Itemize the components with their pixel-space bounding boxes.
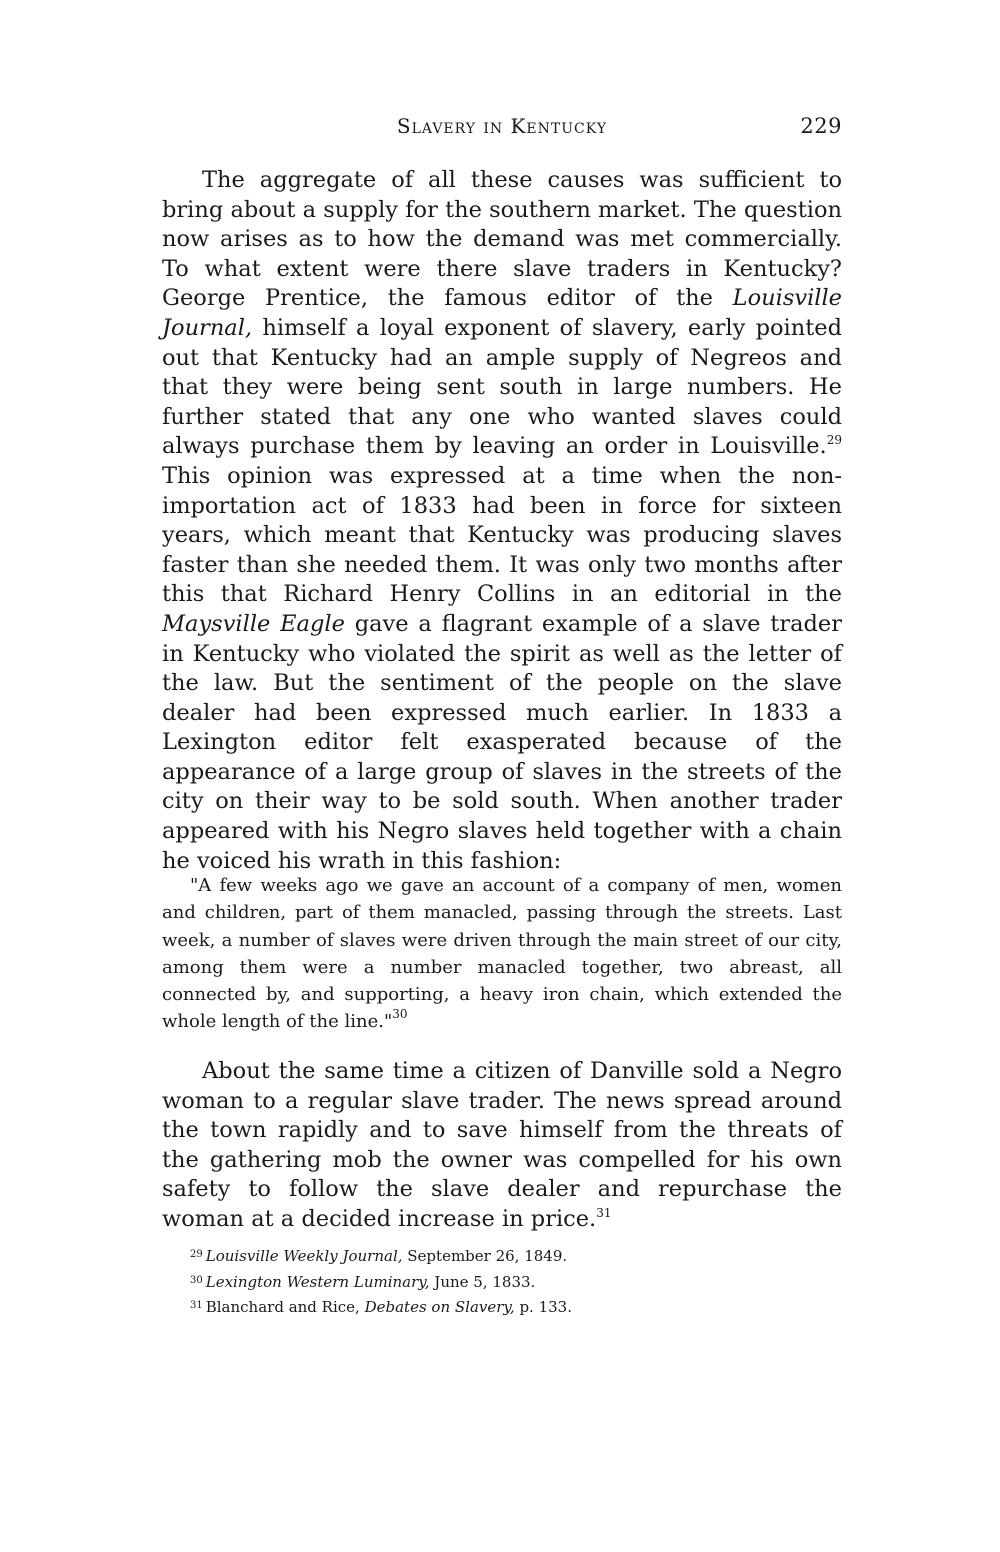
footnote-reference: 29 (826, 433, 842, 448)
paragraph-text: gave a flagrant example of a slave trader in Kentucky who violated the spirit as well as the letter of the law. But the sentiment of the people on the slave dealer had been expressed much earlier. In 1833 a Lexington editor felt exasperated because of the appearance of a large group of slaves in the streets of the city on their way to be sold south. When another trader appeared with his Negro slaves held together with a chain he voiced his wrath in this fashion: (162, 610, 842, 874)
footnote (190, 1269, 830, 1295)
footnote-number: 30 (190, 1274, 203, 1286)
block-quote (162, 872, 842, 1036)
footnote-detail: p. 133. (514, 1298, 572, 1316)
footnote-detail: September 26, 1849. (402, 1247, 568, 1265)
footnote-number: 31 (190, 1300, 203, 1311)
paragraph-text: himself a loyal exponent of slavery, early pointed out that Kentucky had an ample supply of Negreos and that they were being sent south in large numbers. He further stated that any one who wanted slaves could always purchase them by leaving an order in Louisville. (162, 314, 842, 460)
footnote-authors: Blanchard and Rice, (205, 1298, 365, 1316)
paragraph-text: This opinion was expressed at a time when the non-importation act of 1833 had been in force for sixteen years, which meant that Kentucky was producing slaves faster than she needed them. It was only two months after this that Richard Henry Collins in an editorial in the (162, 462, 842, 608)
page-number: 229 (800, 114, 842, 138)
newspaper-title: Louisville Journal, (162, 285, 842, 341)
footnote (190, 1243, 830, 1269)
running-head (162, 114, 842, 144)
footnote-reference: 31 (596, 1205, 612, 1220)
footnote-source: Lexington Western Luminary, (205, 1272, 430, 1291)
footnote-reference: 30 (392, 1007, 408, 1022)
paragraph-text: About the same time a citizen of Danville sold a Negro woman to a regular slave trader. The news spread around the town rapidly and to save himself from the threats of the gathering mob the owner was compelled for his own safety to follow the slave dealer and repurchase the woman at a decided increase in price. (162, 1058, 842, 1232)
newspaper-title: Maysville Eagle (162, 610, 345, 637)
footnote-detail: June 5, 1833. (429, 1272, 536, 1291)
footnote-source: Louisville Weekly Journal, (205, 1247, 403, 1265)
footnote (190, 1294, 830, 1320)
body-paragraph-2 (162, 1057, 842, 1235)
running-title: Slavery in Kentucky (396, 114, 608, 138)
footnote-number: 29 (190, 1249, 203, 1260)
paragraph-text: The aggregate of all these causes was sufficient to bring about a supply for the southern market. The question now arises as to how the demand was met commercially. To what extent were there slave traders in Kentucky? George Prentice, the famous editor of the (162, 167, 842, 312)
footnote-source: Debates on Slavery, (364, 1298, 515, 1316)
quote-text: "A few weeks ago we gave an account of a company of men, women and children, part of them manacled, passing through the streets. Last week, a number of slaves were driven through the main street of our city, among them were a number manacled together, two abreast, all connected by, and supporting, a heavy iron chain, which extended the whole length of the line." (162, 875, 842, 1033)
body-paragraph-1 (162, 166, 842, 876)
footnotes (190, 1243, 830, 1320)
